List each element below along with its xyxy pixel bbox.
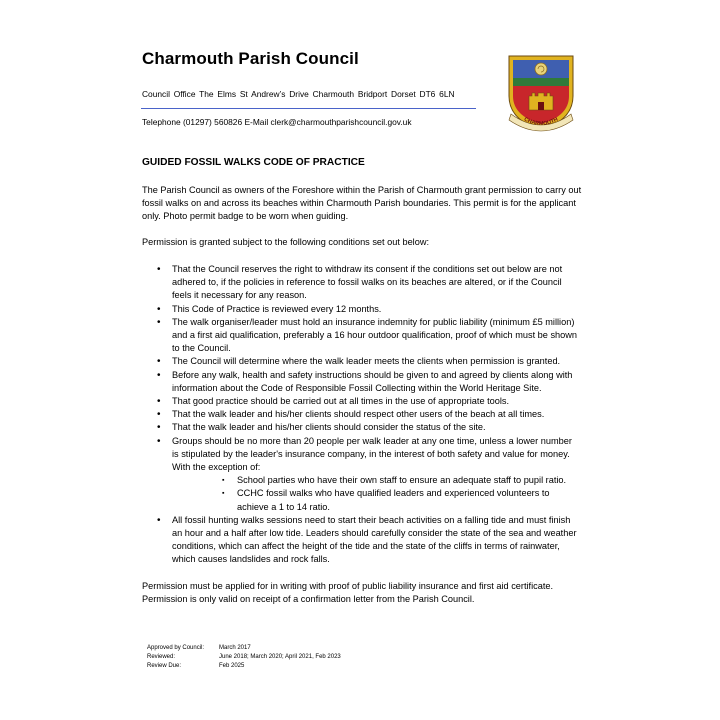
intro-paragraph: The Parish Council as owners of the Foreshore within the Parish of Charmouth grant permission to carry out fossil walks on and across its beaches within Charmouth Parish boundaries. This permit is for the applicant only. Photo permit badge to be worn when guiding. [142,185,582,221]
condition-item: • Before any walk, health and safety instructions should be given to and agreed by clients along with information about the Code of Responsible Fossil Collecting within the World Heritage Site. [157,369,581,395]
approved-value: March 2017 [219,645,251,651]
review-footer [147,644,341,671]
reviewed-value: June 2018; March 2020; April 2021, Feb 2023 [219,654,341,660]
header-divider [141,108,476,109]
approved-label: Approved by Council: [147,645,205,651]
reviewed-label: Reviewed: [147,654,176,660]
conditions-list [157,263,581,567]
condition-item: • The walk organiser/leader must hold an insurance indemnity for public liability (minimum £5 million) and a first aid qualification, preferably a 16 hour outdoor qualification, proof of which must be shown to the Council. [157,316,581,356]
council-title: Charmouth Parish Council [142,49,359,68]
council-contact: Telephone (01297) 560826 E-Mail clerk@charmouthparishcouncil.gov.uk [142,117,412,127]
condition-item: • That good practice should be carried out at all times in the use of appropriate tools. [157,395,581,408]
footer-row-approved [147,644,341,653]
condition-item-group-size [157,435,581,514]
footer-row-review-due [147,662,341,671]
document-heading: GUIDED FOSSIL WALKS CODE OF PRACTICE [142,157,365,168]
exception-item: ▪ School parties who have their own staff to ensure an adequate staff to pupil ratio. [222,474,581,487]
footer-row-reviewed [147,653,341,662]
condition-item: • That the walk leader and his/her clients should consider the status of the site. [157,421,581,434]
closing-paragraph: Permission must be applied for in writing with proof of public liability insurance and first aid certificate. Permission is only valid on receipt of a confirmation letter from the Parish Council. [142,581,554,604]
council-crest-logo [505,52,577,134]
condition-item: • This Code of Practice is reviewed every 12 months. [157,303,581,316]
exception-item: ▪ CCHC fossil walks who have qualified leaders and experienced volunteers to achieve a 1 to 14 ratio. [222,487,581,513]
review-due-label: Review Due: [147,663,182,669]
condition-item-text: Groups should be no more than 20 people per walk leader at any one time, unless a lower number is stipulated by the leader's insurance company, in the interest of both safety and value for money. With the exception of: [172,435,572,473]
condition-item: • That the Council reserves the right to withdraw its consent if the conditions set out below are not adhered to, if the policies in reference to fossil walks on its beaches are altered, or if the Council feels it necessary for any reason. [157,263,581,303]
review-due-value: Feb 2025 [219,663,245,669]
permission-intro: Permission is granted subject to the following conditions set out below: [142,237,430,247]
council-address: Council Office The Elms St Andrew’s Drive Charmouth Bridport Dorset DT6 6LN [142,89,455,99]
crest-motto: CHARMOUTH [522,116,560,128]
exceptions-list [172,474,581,514]
condition-item: • That the walk leader and his/her clients should respect other users of the beach at all times. [157,408,581,421]
condition-item: • The Council will determine where the walk leader meets the clients when permission is granted. [157,355,581,368]
condition-item: • All fossil hunting walks sessions need to start their beach activities on a falling tide and must finish an hour and a half after low tide. Leaders should carefully consider the state of the sea and weather conditions, which can affect the height of the tide and the state of the cliffs in terms of rainwater, which causes landslides and rock falls. [157,514,581,567]
